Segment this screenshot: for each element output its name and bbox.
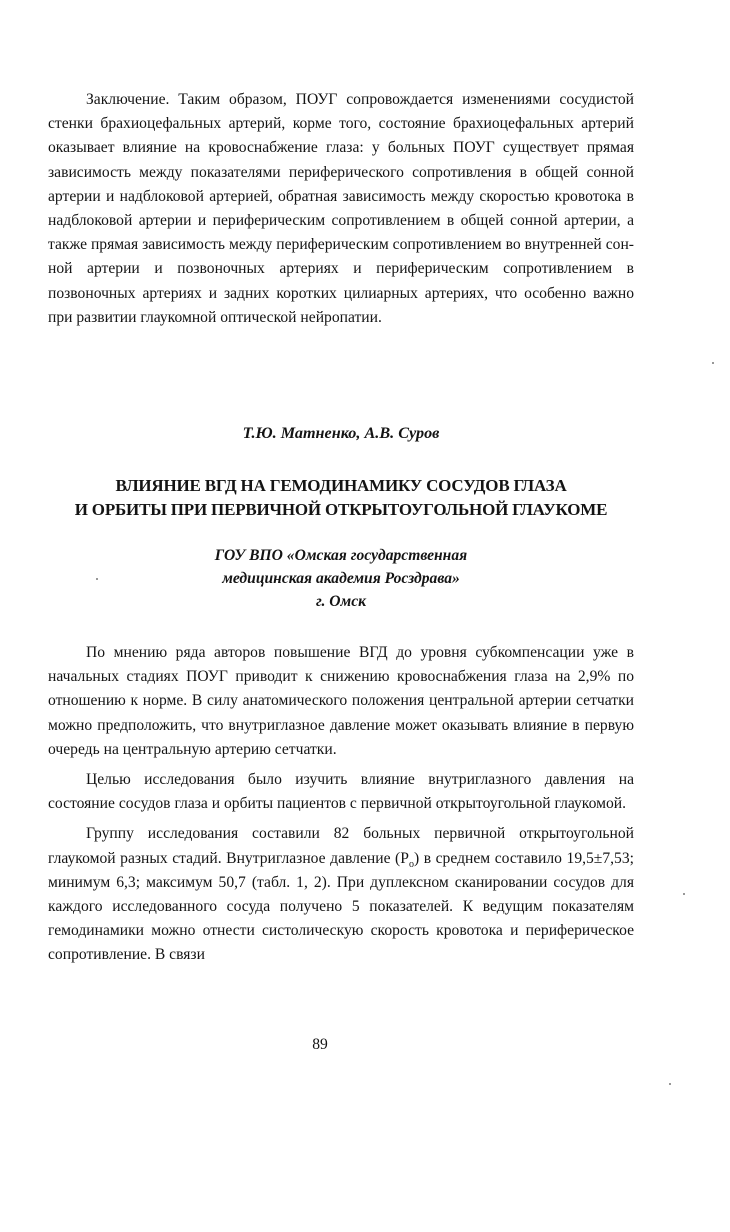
body-paragraph-3-end: ) в среднем составило 19,5±7,53; минимум 6,3; максимум 50,7 (табл. 1, 2). При дуплексном сканировании сосудов для каждого исследованного сосуда получено 5 показателей. К ведущим показателям гемодинамики можно отнести систолическую скорость кровотока и периферическое сопротивление. В связи: [48, 849, 634, 964]
scan-speck: [96, 578, 98, 580]
article-authors: Т.Ю. Матненко, А.В. Суров: [242, 424, 440, 442]
body-paragraph-2: Целью исследования было изучить влияние внутриглазного давления на состояние сосудов глаза и орбиты пациентов с первичной открытоугольной глаукомой.: [48, 771, 634, 813]
affiliation: [48, 544, 634, 613]
scan-speck: [669, 1083, 671, 1085]
body-paragraph-1: По мнению ряда авторов повышение ВГД до уровня субкомпенсации уже в начальных стадиях ПОУГ приводит к снижению кровоснабжения глаза на 2,9% по отношению к норме. В силу анатомического положения центральной артерии сетчатки можно предположить, что внутриглазное давление может оказывать влияние в первую очередь на центральную артерию сетчатки.: [48, 644, 634, 758]
body-paragraph-3: [48, 822, 634, 967]
page-content: [48, 88, 634, 964]
article-title-line-2: И ОРБИТЫ ПРИ ПЕРВИЧНОЙ ОТКРЫТОУГОЛЬНОЙ ГЛАУКОМЕ: [74, 500, 608, 519]
affiliation-line-2: медицинская академия Росздрава»: [222, 570, 460, 587]
pressure-subscript: о: [408, 858, 414, 870]
scan-speck: [683, 893, 685, 895]
article-body: [48, 641, 634, 968]
article-title: [48, 474, 634, 522]
affiliation-line-1: ГОУ ВПО «Омская государственная: [214, 547, 468, 564]
affiliation-city: г. Омск: [315, 593, 367, 610]
conclusion-paragraph: Заключение. Таким образом, ПОУГ сопровождается изменениями сосудистой стенки брахиоцефальных артерий, корме того, состояние брахиоцефальных артерий оказывает влияние на кровоснабжение глаза: у больных ПОУГ существует прямая зависимость между показателями периферического сопротивления в общей сонной артерии и надблоковой артерией, обратная зависимость между скоростью кровотока в надблоковой артерии и периферическим сопротивлением в общей сонной артерии, а также прямая зависимость между периферическим сопротивлением во внутренней сонной артерии и позвоночных артериях и периферическим сопротивлением в позвоночных артериях и задних коротких цилиарных артериях, что особенно важно при развитии глаукомной оптической нейропатии.: [48, 91, 634, 326]
scan-speck: [712, 362, 714, 364]
article-title-line-1: ВЛИЯНИЕ ВГД НА ГЕМОДИНАМИКУ СОСУДОВ ГЛАЗА: [115, 476, 567, 495]
body-paragraph-3-start: Группу исследования составили 82 больных первичной открытоугольной глаукомой разных стадий. Внутриглазное давление (Р: [48, 825, 634, 867]
page-number: 89: [312, 1036, 328, 1053]
